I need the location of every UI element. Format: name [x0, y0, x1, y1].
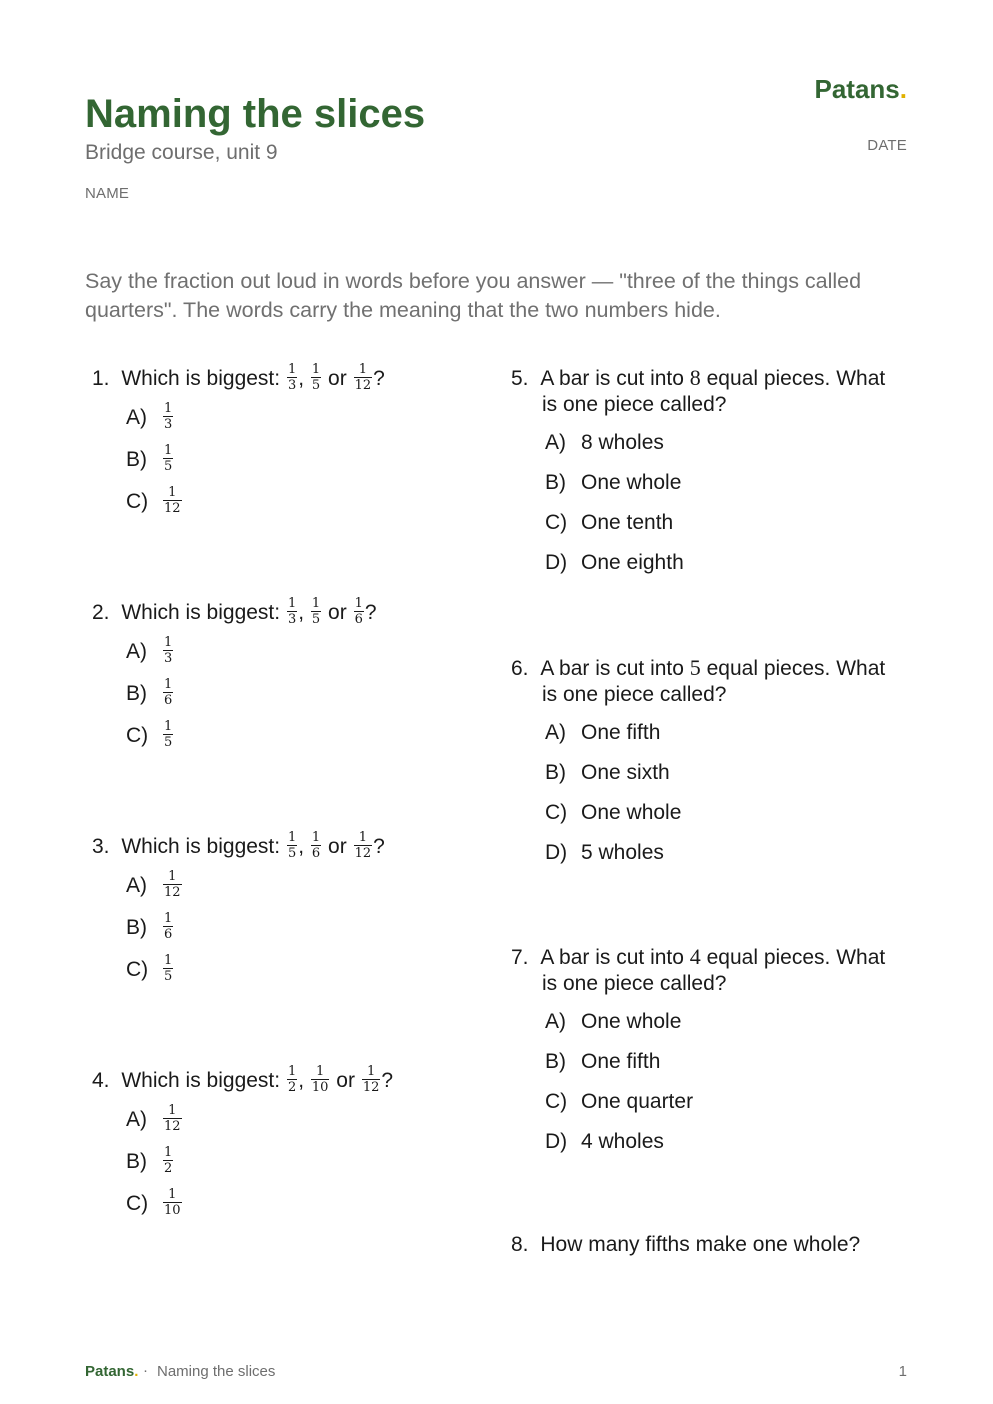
option-c[interactable]: C) $\frac{1}{5}$ — [126, 719, 173, 750]
question-number: 4. — [92, 1069, 110, 1093]
name-label: NAME — [85, 185, 130, 202]
question-prefix: Which is biggest: — [121, 1069, 281, 1093]
fraction: $\frac{1}{10}$ — [311, 1064, 329, 1095]
page-title: Naming the slices — [85, 92, 426, 136]
question-number: 5. — [511, 367, 529, 390]
question-number: 3. — [92, 835, 110, 859]
question-7: 7. A bar is cut into 4 equal pieces. What is one piece called? — [511, 944, 886, 995]
option-b[interactable]: B) $\frac{1}{2}$ — [126, 1145, 173, 1176]
brand-name: Patans — [814, 74, 900, 104]
fraction: $\frac{1}{10}$ — [164, 1187, 181, 1218]
question-number: 6. — [511, 657, 529, 680]
footer-brand: Patans. — [85, 1363, 139, 1380]
fraction: $\frac{1}{5}$ — [164, 953, 173, 984]
fraction: $\frac{1}{12}$ — [164, 1103, 181, 1134]
page-subtitle: Bridge course, unit 9 — [85, 141, 278, 164]
date-label: DATE — [867, 137, 907, 154]
fraction: $\frac{1}{5}$ — [311, 596, 321, 627]
footer-separator: · — [143, 1362, 148, 1379]
fraction: $\frac{1}{12}$ — [164, 485, 181, 516]
question-3: 3. Which is biggest: $\frac{1}{5}$ , $\frac{1}{6}$ or $\frac{1}{12}$ ? — [92, 830, 385, 861]
question-5: 5. A bar is cut into 8 equal pieces. What is one piece called? — [511, 365, 886, 416]
fraction: $\frac{1}{6}$ — [164, 677, 173, 708]
question-1: 1. Which is biggest: $\frac{1}{3}$ , $\frac{1}{5}$ or $\frac{1}{12}$ ? — [92, 362, 385, 393]
option-c[interactable]: C) $\frac{1}{10}$ — [126, 1187, 181, 1218]
option-d[interactable]: D) One eighth — [545, 551, 684, 574]
fraction: $\frac{1}{3}$ — [164, 635, 173, 666]
option-c[interactable]: C) $\frac{1}{12}$ — [126, 485, 181, 516]
option-d[interactable]: D) 4 wholes — [545, 1130, 664, 1153]
option-a[interactable]: A) One fifth — [545, 721, 661, 744]
fraction: $\frac{1}{3}$ — [164, 401, 173, 432]
question-prefix: Which is biggest: — [121, 367, 281, 391]
option-b[interactable]: B) One fifth — [545, 1050, 661, 1073]
instructions: Say the fraction out loud in words before you answer — "three of the things called quarters". The words carry the meaning that the two numbers hide. — [85, 269, 862, 322]
option-a[interactable]: A) $\frac{1}{12}$ — [126, 1103, 181, 1134]
option-b[interactable]: B) $\frac{1}{6}$ — [126, 677, 173, 708]
fraction: $\frac{1}{12}$ — [164, 869, 181, 900]
brand-logo — [815, 74, 908, 105]
option-c[interactable]: C) One whole — [545, 801, 682, 824]
option-a[interactable]: A) $\frac{1}{3}$ — [126, 635, 173, 666]
fraction: $\frac{1}{12}$ — [354, 362, 372, 393]
question-number: 1. — [92, 367, 110, 391]
fraction: $\frac{1}{6}$ — [311, 830, 321, 861]
option-b[interactable]: B) $\frac{1}{6}$ — [126, 911, 173, 942]
option-b[interactable]: B) $\frac{1}{5}$ — [126, 443, 173, 474]
page-number: 1 — [898, 1363, 907, 1380]
option-a[interactable]: A) One whole — [545, 1010, 682, 1033]
question-prefix: Which is biggest: — [121, 835, 281, 859]
option-c[interactable]: C) $\frac{1}{5}$ — [126, 953, 173, 984]
option-b[interactable]: B) One sixth — [545, 761, 670, 784]
piece-count: 4 — [689, 944, 701, 969]
question-8 — [511, 1233, 860, 1257]
question-text: How many fifths make one whole? — [540, 1233, 861, 1256]
fraction: $\frac{1}{6}$ — [164, 911, 173, 942]
fraction: $\frac{1}{6}$ — [354, 596, 363, 627]
fraction: $\frac{1}{3}$ — [287, 362, 297, 393]
fraction: $\frac{1}{3}$ — [287, 596, 297, 627]
piece-count: 5 — [689, 655, 701, 680]
option-a[interactable]: A) $\frac{1}{3}$ — [126, 401, 173, 432]
option-a[interactable]: A) $\frac{1}{12}$ — [126, 869, 181, 900]
question-4: 4. Which is biggest: $\frac{1}{2}$ , $\frac{1}{10}$ or $\frac{1}{12}$ ? — [92, 1064, 394, 1095]
question-number: 2. — [92, 601, 110, 625]
fraction: $\frac{1}{5}$ — [164, 443, 173, 474]
fraction: $\frac{1}{2}$ — [164, 1145, 173, 1176]
fraction: $\frac{1}{12}$ — [362, 1064, 380, 1095]
fraction: $\frac{1}{5}$ — [311, 362, 321, 393]
fraction: $\frac{1}{5}$ — [287, 830, 297, 861]
fraction: $\frac{1}{2}$ — [287, 1064, 297, 1095]
question-6: 6. A bar is cut into 5 equal pieces. What is one piece called? — [511, 655, 886, 706]
piece-count: 8 — [689, 365, 701, 390]
question-prefix: Which is biggest: — [121, 601, 281, 625]
footer-title: Naming the slices — [157, 1363, 276, 1380]
question-number: 7. — [511, 946, 529, 969]
brand-dot: . — [899, 74, 907, 104]
fraction: $\frac{1}{12}$ — [354, 830, 372, 861]
option-d[interactable]: D) 5 wholes — [545, 841, 664, 864]
option-a[interactable]: A) 8 wholes — [545, 431, 664, 454]
option-c[interactable]: C) One quarter — [545, 1090, 694, 1113]
question-2: 2. Which is biggest: $\frac{1}{3}$ , $\frac{1}{5}$ or $\frac{1}{6}$ ? — [92, 596, 377, 627]
option-b[interactable]: B) One whole — [545, 471, 682, 494]
option-c[interactable]: C) One tenth — [545, 511, 674, 534]
question-number: 8. — [511, 1233, 529, 1256]
fraction: $\frac{1}{5}$ — [164, 719, 173, 750]
